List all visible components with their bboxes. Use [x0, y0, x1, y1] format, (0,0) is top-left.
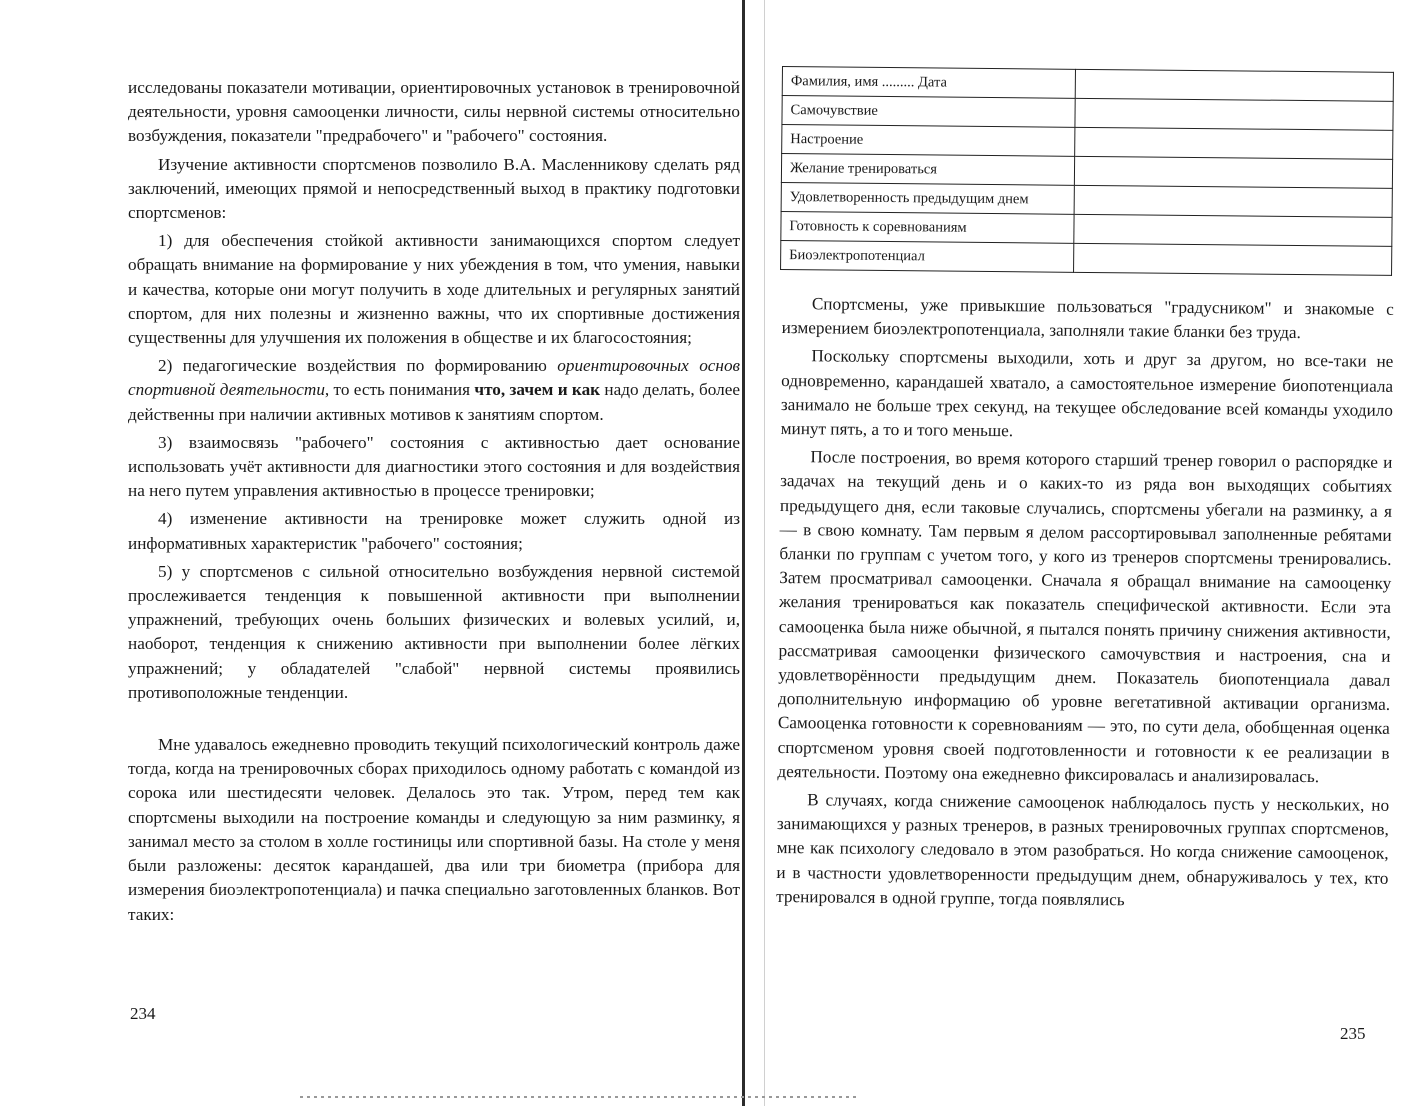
form-blank-cell — [1075, 98, 1393, 130]
right-page — [776, 66, 1394, 913]
form-blank-cell — [1075, 69, 1393, 101]
list-item: 3) взаимосвязь "рабочего" состояния с активностью дает основание использовать учёт активности для диагностики этого состояния и для воздействия на него путем управления активностью в процессе тренировки; — [128, 432, 740, 501]
paragraph: В случаях, когда снижение самооценок наблюдалось пусть у нескольких, но занимающихся у разных тренеров, в разных тренировочных группах спортсменов, мне как психологу следовало в этом разобраться. Но когда снижение самооценок, и в частности удовлетворенности предыдущим днем, обнаруживалось у тех, кто тренировался в одной группе, тогда появлялись — [776, 790, 1390, 910]
paragraph: Спортсмены, уже привыкшие пользоваться "градусником" и знакомые с измерением биоэлектропотенциала, заполняли такие бланки без труда. — [781, 294, 1394, 343]
list-item: 1) для обеспечения стойкой активности занимающихся спортом следует обращать внимание на формирование у них убеждения в том, что умения, навыки и качества, которые они могут получить в ходе длительных и регулярных занятий спортом, для них полезны и жизненно важны, что их спортивные достижения существенны для улучшения их положения в обществе и их благосостояния; — [128, 231, 740, 348]
form-row-label: Удовлетворенность предыдущим днем — [781, 182, 1074, 214]
page-number: 235 — [1340, 1024, 1366, 1043]
book-gutter — [742, 0, 745, 1106]
form-row-label: Фамилия, имя ......... Дата — [782, 67, 1075, 99]
right-page-text — [776, 292, 1394, 915]
paragraph: Изучение активности спортсменов позволило В.А. Масленникову сделать ряд заключений, имеющих прямой и непосредственный выход в практику подготовки спортсменов: — [128, 154, 740, 223]
form-row-label: Самочувствие — [782, 96, 1075, 128]
text-run: надо делать, более действенны при наличии активных мотивов к занятиям спортом. — [128, 380, 740, 424]
form-row-label: Готовность к соревнованиям — [781, 211, 1074, 243]
form-row-label: Желание тренироваться — [781, 154, 1074, 186]
paragraph: Мне удавалось ежедневно проводить текущий психологический контроль даже тогда, когда на тренировочных сборах приходилось одному работать с командой из сорока или шестидесяти человек. Делалось это так. Утром, перед тем как спортсмены выходили на построение команды и следующую за ним разминку, я занимал место за столом в холле гостиницы или спортивной базы. На столе у меня были разложены: десяток карандашей, два или три биометра (прибора для измерения биоэлектропотенциала) и пачка специально заготовленных бланков. Вот таких: — [128, 735, 740, 924]
text-run: 2) педагогические воздействия по формированию — [158, 356, 558, 376]
paragraph: Поскольку спортсмены выходили, хоть и друг за другом, но все-таки не одновременно, карандашей хватало, а самостоятельное измерение биопотенциала занимало не больше трех секунд, на текущее обследование всей команды уходило минут пять, а то и того меньше. — [780, 346, 1394, 441]
left-page — [128, 76, 740, 931]
assessment-form-table — [780, 66, 1394, 276]
form-blank-cell — [1075, 127, 1393, 159]
list-item — [128, 354, 740, 427]
page-number: 234 — [130, 1004, 156, 1023]
text-run: , то есть понимания — [324, 380, 475, 400]
list-item: 4) изменение активности на тренировке может служить одной из информативных характеристик "рабочего" состояния; — [128, 509, 740, 553]
paragraph: После построения, во время которого старший тренер говорил о распорядке и задачах на текущий день и о каких-то из ряда вон выходящих событиях предыдущего дня, если таковые случались, спортсмены убегали на разминку, а я — в свою комнату. Там первым я делом рассортировывал заполненные ребятами бланки по группам с учетом того, у кого из тренеров спортсмены тренировались. Затем просматривал самооценки. Сначала я обращал внимание на самооценку желания тренироваться как показатель специфической активности. Если эта самооценка была ниже обычной, я пытался понять причину снижения активности, рассматривая самооценки физического самочувствия и настроения, сна и удовлетворённости предыдущим днем. Показатель биопотенциала давал дополнительную информацию об уровне вегетативной активации организма. Самооценка готовности к соревнованиям — это, по сути дела, обобщенная оценка спортсменом уровня своей подготовленности и готовности к ее реализации в деятельности. Поэтому она ежедневно фиксировалась и анализировалась. — [777, 447, 1393, 787]
bold-term: что, зачем и как — [474, 380, 601, 400]
form-blank-cell — [1074, 214, 1392, 246]
paragraph: исследованы показатели мотивации, ориентировочных установок в тренировочной деятельности, уровня самооценки личности, силы нервной системы относительно возбуждения, показатели "предрабочего" и "рабочего" состояния. — [128, 78, 740, 146]
form-blank-cell — [1073, 243, 1391, 275]
list-item: 5) у спортсменов с сильной относительно возбуждения нервной системой прослеживается тенденция к повышенной активности при выполнении упражнений, требующих очень больших физических и волевых усилий, и, наоборот, тенденция к снижению активности при выполнении более лёгких упражнений; у обладателей "слабой" нервной системы проявились противоположные тенденции. — [128, 561, 740, 702]
form-blank-cell — [1074, 156, 1392, 188]
form-blank-cell — [1074, 185, 1392, 217]
form-row-label: Настроение — [782, 125, 1075, 157]
scan-edge — [300, 1096, 860, 1098]
table-row — [781, 240, 1392, 275]
italic-term: ориентировочных основ спортивной деятельности — [128, 356, 741, 400]
form-row-label: Биоэлектропотенциал — [781, 240, 1074, 272]
gutter-shadow — [764, 0, 765, 1106]
